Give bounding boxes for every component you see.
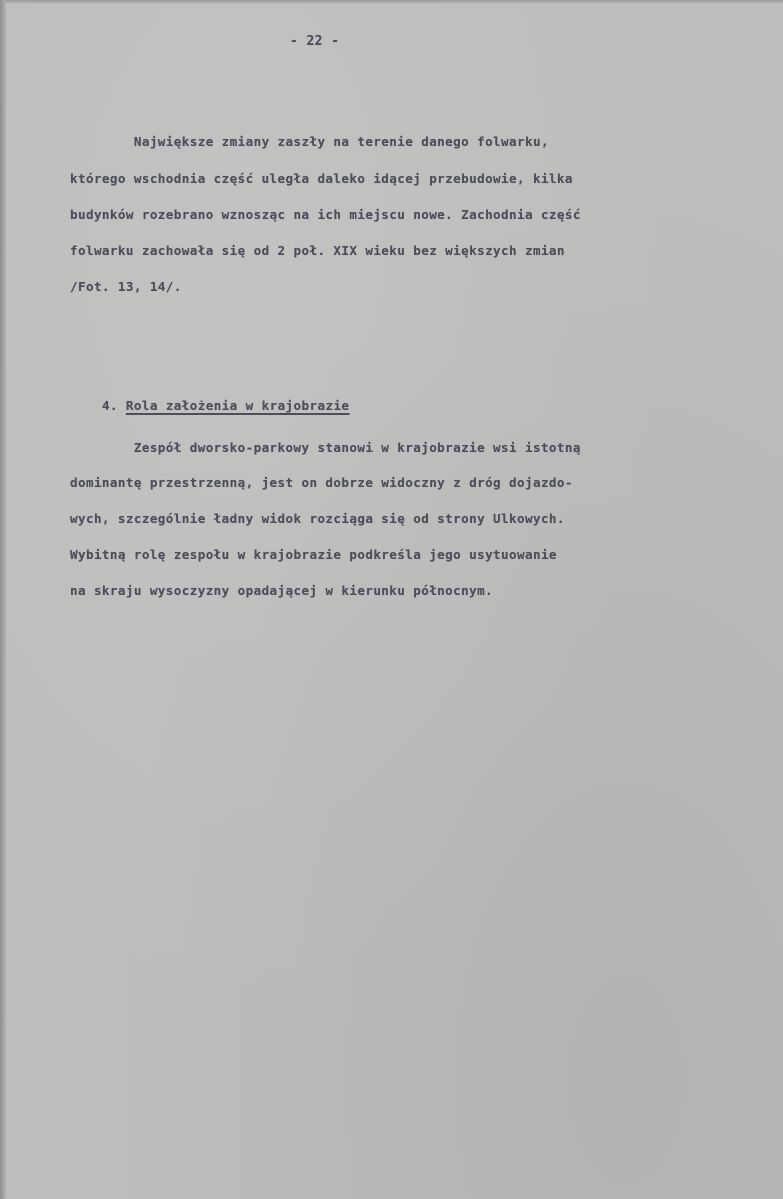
section-number: 4. [101,398,118,413]
section-title: Rola założenia w krajobrazie [125,398,350,413]
paragraph1-line-5: /Fot. 13, 14/. [70,279,182,294]
paragraph2-line-5: na skraju wysoczyzny opadającej w kierunku północnym. [70,583,494,598]
paragraph2-line-4: Wybitną rolę zespołu w krajobrazie podkreśla jego usytuowanie [70,547,557,562]
paragraph1-line-3: budynków rozebrano wznosząc na ich miejscu nowe. Zachodnia część [70,207,581,222]
section-heading [70,383,349,428]
page-top-edge-shadow [0,0,783,4]
page-left-edge-shadow [0,0,6,1199]
paragraph1-line-1: Największe zmiany zaszły na terenie danego folwarku, [70,134,549,149]
paragraph2-line-3: wych, szczególnie ładny widok rozciąga się od strony Ulkowych. [70,511,565,526]
page-number: - 22 - [290,34,340,49]
paragraph1-line-4: folwarku zachowała się od 2 poł. XIX wieku bez większych zmian [70,243,565,258]
paragraph2-line-2: dominantę przestrzenną, jest on dobrze widoczny z dróg dojazdo- [70,475,573,490]
paragraph2-line-1: Zespół dworsko-parkowy stanowi w krajobrazie wsi istotną [70,440,581,455]
paragraph1-line-2: którego wschodnia część uległa daleko idącej przebudowie, kilka [70,171,573,186]
